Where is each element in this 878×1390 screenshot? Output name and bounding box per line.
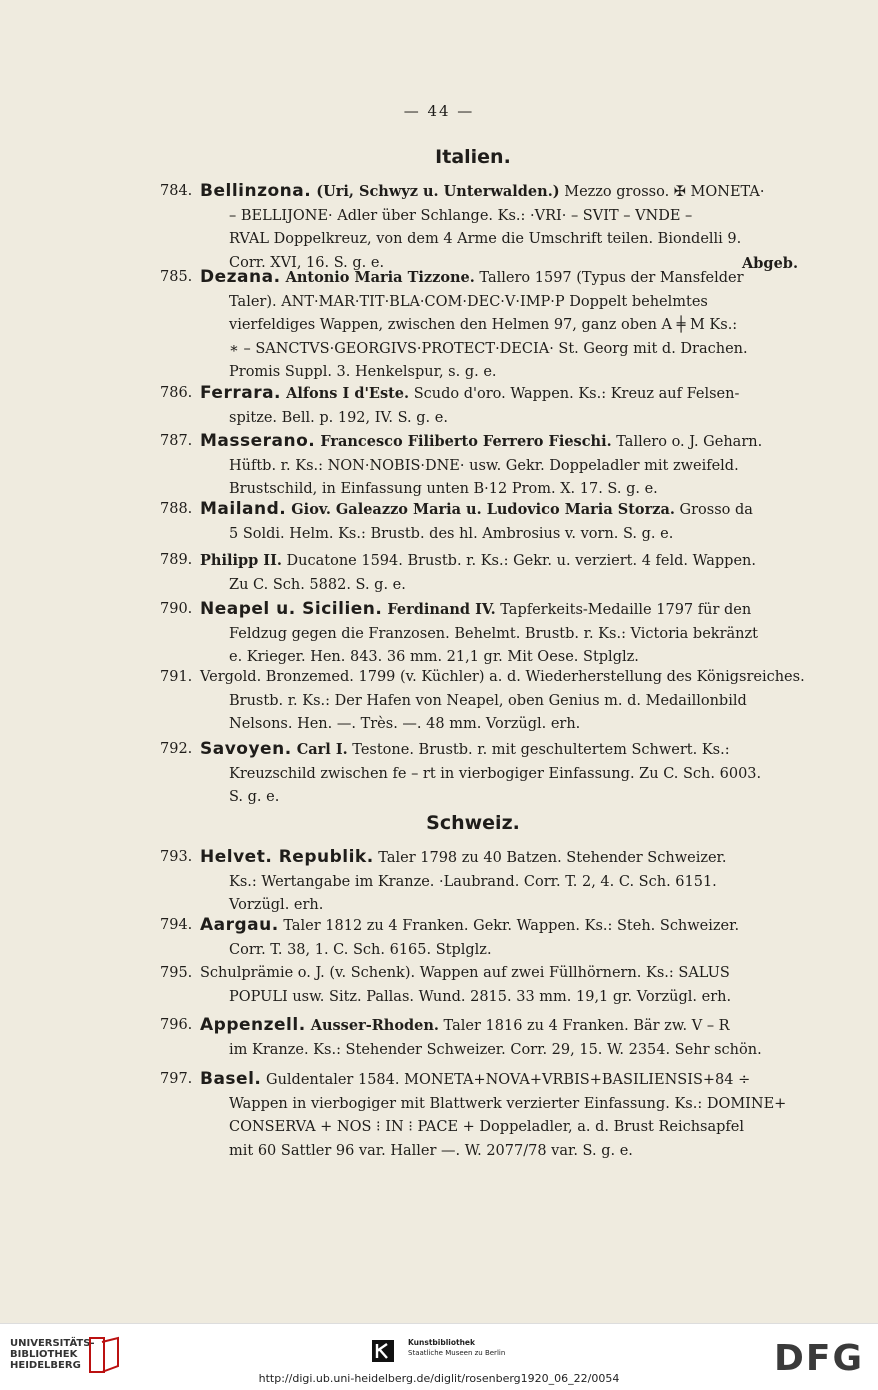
entry-ruler: Philipp II. [200,552,282,569]
entry-description: Kreuzschild zwischen fe – rt in vierbogiger Einfassung. Zu C. Sch. 6003. [229,765,762,782]
entry-line [200,598,798,623]
entry-place: Ferrara. [200,383,282,403]
dfg-logo: DFG [773,1338,864,1379]
entry-line [200,1116,798,1140]
entry-line [200,666,805,690]
entry-status: Abgeb. [742,254,798,272]
entry-text [200,1068,798,1163]
entry-line [200,205,798,229]
page-number: — 44 — [403,102,475,120]
kunstbibliothek-logo-icon [372,1340,394,1362]
entry-description: Vorzügl. erh. [229,897,324,913]
entry-description: Wappen in vierbogiger mit Blattwerk verzierter Einfassung. Ks.: DOMINE+ [229,1095,787,1112]
entry-description: Mezzo grosso. ✠ MONETA· [559,184,765,200]
entry-ruler: Alfons I d'Este. [281,385,410,402]
entry-text [200,914,798,962]
entry-line [200,523,798,547]
kb-line-1: Kunstbibliothek [408,1338,476,1347]
entry-place: Appenzell. [200,1015,306,1035]
entry-line [200,407,798,431]
entry-line [200,1014,798,1039]
entry-text [200,666,805,737]
entry-number: 797. [160,1071,193,1087]
entry-description: Zu C. Sch. 5882. S. g. e. [229,576,406,593]
entry-place: Basel. [200,1069,262,1089]
entry-line [200,361,798,385]
entry-line [200,763,798,787]
entry-ruler: (Uri, Schwyz u. Unterwalden.) [311,183,560,200]
entry-number: 796. [160,1017,193,1033]
entry-line [200,574,798,598]
entry-text [200,846,798,918]
entry-text [200,962,798,1009]
entry-description: Hüftb. r. Ks.: NON·NOBIS·DNE· usw. Gekr. Doppeladler mit zweifeld. [229,457,739,474]
entry-text [200,180,798,275]
entry-description: Corr. T. 38, 1. C. Sch. 6165. Stplglz. [229,941,492,958]
uni-line-2: BIBLIOTHEK [10,1349,78,1360]
entry-description: Grosso da [674,502,753,518]
entry-text [200,549,798,597]
entry-line [200,914,798,939]
entry-description: – BELLIJONE· Adler über Schlange. Ks.: ·VRI· – SVIT – VNDE – [229,207,693,224]
entry-line [200,986,798,1010]
entry-description: Feldzug gegen die Franzosen. Behelmt. Brustb. r. Ks.: Victoria bekränzt [229,625,758,642]
entry-text [200,430,798,502]
entry-line [200,382,798,407]
entry-place: Neapel u. Sicilien. [200,599,383,619]
entry-description: ∗ – SANCTVS·GEORGIVS·PROTECT·DECIA· St. Georg mit d. Drachen. [229,340,748,357]
entry-place: Savoyen. [200,739,292,759]
entry-line [200,1093,798,1117]
entry-line [200,786,798,810]
entry-description: CONSERVA + NOS ⁝ IN ⁝ PACE + Doppeladler, a. d. Brust Reichsapfel [229,1119,744,1135]
uni-line-1: UNIVERSITÄTS- [10,1338,95,1349]
entry-number: 787. [160,433,193,449]
entry-line [200,1068,798,1093]
entry-line [200,180,798,205]
entry-description: im Kranze. Ks.: Stehender Schweizer. Corr. 29, 15. W. 2354. Sehr schön. [229,1041,762,1058]
entry-ruler: Francesco Filiberto Ferrero Fieschi. [315,433,612,450]
entry-text [200,266,798,385]
entry-text [200,382,798,430]
entry-place: Dezana. [200,267,281,287]
section-title-schweiz: Schweiz. [426,812,520,834]
entry-line [200,939,798,963]
uni-line-3: HEIDELBERG [10,1360,81,1371]
entry-description: S. g. e. [229,789,280,805]
entry-place: Aargau. [200,915,279,935]
entry-description: Guldentaler 1584. MONETA+NOVA+VRBIS+BASILIENSIS+84 ÷ [261,1072,751,1088]
entry-number: 790. [160,601,193,617]
entry-ruler: Antonio Maria Tizzone. [280,269,475,286]
entry-description: Tapferkeits-Medaille 1797 für den [495,602,752,618]
entry-ruler: Carl I. [291,741,348,758]
kunstbibliothek-label [408,1338,505,1358]
university-library-name [10,1338,95,1371]
entry-line [200,1140,798,1164]
entry-place: Masserano. [200,431,316,451]
entry-number: 784. [160,183,193,199]
section-title-italien: Italien. [435,146,511,168]
entry-place: Helvet. Republik. [200,847,374,867]
entry-number: 785. [160,269,193,285]
entry-ruler: Ferdinand IV. [382,601,496,618]
entry-number: 794. [160,917,193,933]
entry-description: mit 60 Sattler 96 var. Haller —. W. 2077/78 var. S. g. e. [229,1142,633,1159]
entry-line [200,871,798,895]
entry-place: Bellinzona. [200,181,312,201]
entry-line [200,314,798,338]
entry-description: Brustb. r. Ks.: Der Hafen von Neapel, oben Genius m. d. Medaillonbild [229,692,747,709]
entry-line [200,291,798,315]
source-url[interactable]: http://digi.ub.uni-heidelberg.de/diglit/rosenberg1920_06_22/0054 [258,1372,620,1385]
entry-line [200,455,798,479]
entry-number: 792. [160,741,193,757]
entry-number: 793. [160,849,193,865]
entry-description: spitze. Bell. p. 192, IV. S. g. e. [229,409,448,426]
entry-line [200,266,798,291]
entry-description: Ks.: Wertangabe im Kranze. ·Laubrand. Corr. T. 2, 4. C. Sch. 6151. [229,873,717,890]
entry-description: Corr. XVI, 16. S. g. e. [229,254,385,271]
kb-line-2: Staatliche Museen zu Berlin [408,1349,506,1357]
entry-description: Taler). ANT·MAR·TIT·BLA·COM·DEC·V·IMP·P Doppelt behelmtes [229,293,708,310]
entry-description: Schulprämie o. J. (v. Schenk). Wappen auf zwei Füllhörnern. Ks.: SALUS [200,965,730,981]
entry-description: vierfeldiges Wappen, zwischen den Helmen 97, ganz oben A ╪ M Ks.: [229,317,738,333]
entry-number: 789. [160,552,193,568]
entry-number: 786. [160,385,193,401]
university-logo-icon [88,1336,122,1376]
entry-description: e. Krieger. Hen. 843. 36 mm. 21,1 gr. Mit Oese. Stplglz. [229,649,639,665]
entry-line [200,549,798,574]
entry-description: Taler 1812 zu 4 Franken. Gekr. Wappen. Ks.: Steh. Schweizer. [278,918,740,934]
entry-line [200,846,798,871]
entry-description: Taler 1816 zu 4 Franken. Bär zw. V – R [438,1018,730,1034]
entry-ruler: Giov. Galeazzo Maria u. Ludovico Maria Storza. [286,501,675,518]
entry-description: Vergold. Bronzemed. 1799 (v. Küchler) a. d. Wiederherstellung des Königsreiches. [200,669,805,685]
entry-description: Testone. Brustb. r. mit geschultertem Schwert. Ks.: [347,742,730,758]
entry-line [200,1039,798,1063]
entry-description: Tallero 1597 (Typus der Mansfelder [474,270,744,286]
entry-description: 5 Soldi. Helm. Ks.: Brustb. des hl. Ambrosius v. vorn. S. g. e. [229,525,674,542]
entry-text [200,738,798,810]
entry-description: POPULI usw. Sitz. Pallas. Wund. 2815. 33 mm. 19,1 gr. Vorzügl. erh. [229,988,732,1005]
entry-description: Ducatone 1594. Brustb. r. Ks.: Gekr. u. verziert. 4 feld. Wappen. [281,553,756,569]
entry-place: Mailand. [200,499,287,519]
entry-line [200,713,798,737]
entry-text [200,498,798,546]
entry-line [200,338,798,362]
entry-line [200,962,798,986]
entry-description: Brustschild, in Einfassung unten B·12 Prom. X. 17. S. g. e. [229,481,658,497]
entry-description: Taler 1798 zu 40 Batzen. Stehender Schweizer. [373,850,727,866]
entry-line [200,690,798,714]
entry-description: Scudo d'oro. Wappen. Ks.: Kreuz auf Felsen- [409,386,740,402]
entry-text [200,598,798,670]
footer [0,1323,878,1390]
entry-line [200,623,798,647]
entry-description: Promis Suppl. 3. Henkelspur, s. g. e. [229,364,497,380]
entry-line [200,430,798,455]
entry-line [200,738,798,763]
entry-line [200,228,798,252]
entry-line [200,498,798,523]
entry-description: Nelsons. Hen. —. Très. —. 48 mm. Vorzügl. erh. [229,716,581,732]
entry-ruler: Ausser-Rhoden. [305,1017,439,1034]
entry-description: RVAL Doppelkreuz, von dem 4 Arme die Umschrift teilen. Biondelli 9. [229,231,742,247]
entry-number: 788. [160,501,193,517]
entry-text [200,1014,798,1062]
entry-description: Tallero o. J. Geharn. [611,434,763,450]
entry-number: 791. [160,669,193,685]
entry-number: 795. [160,965,193,981]
